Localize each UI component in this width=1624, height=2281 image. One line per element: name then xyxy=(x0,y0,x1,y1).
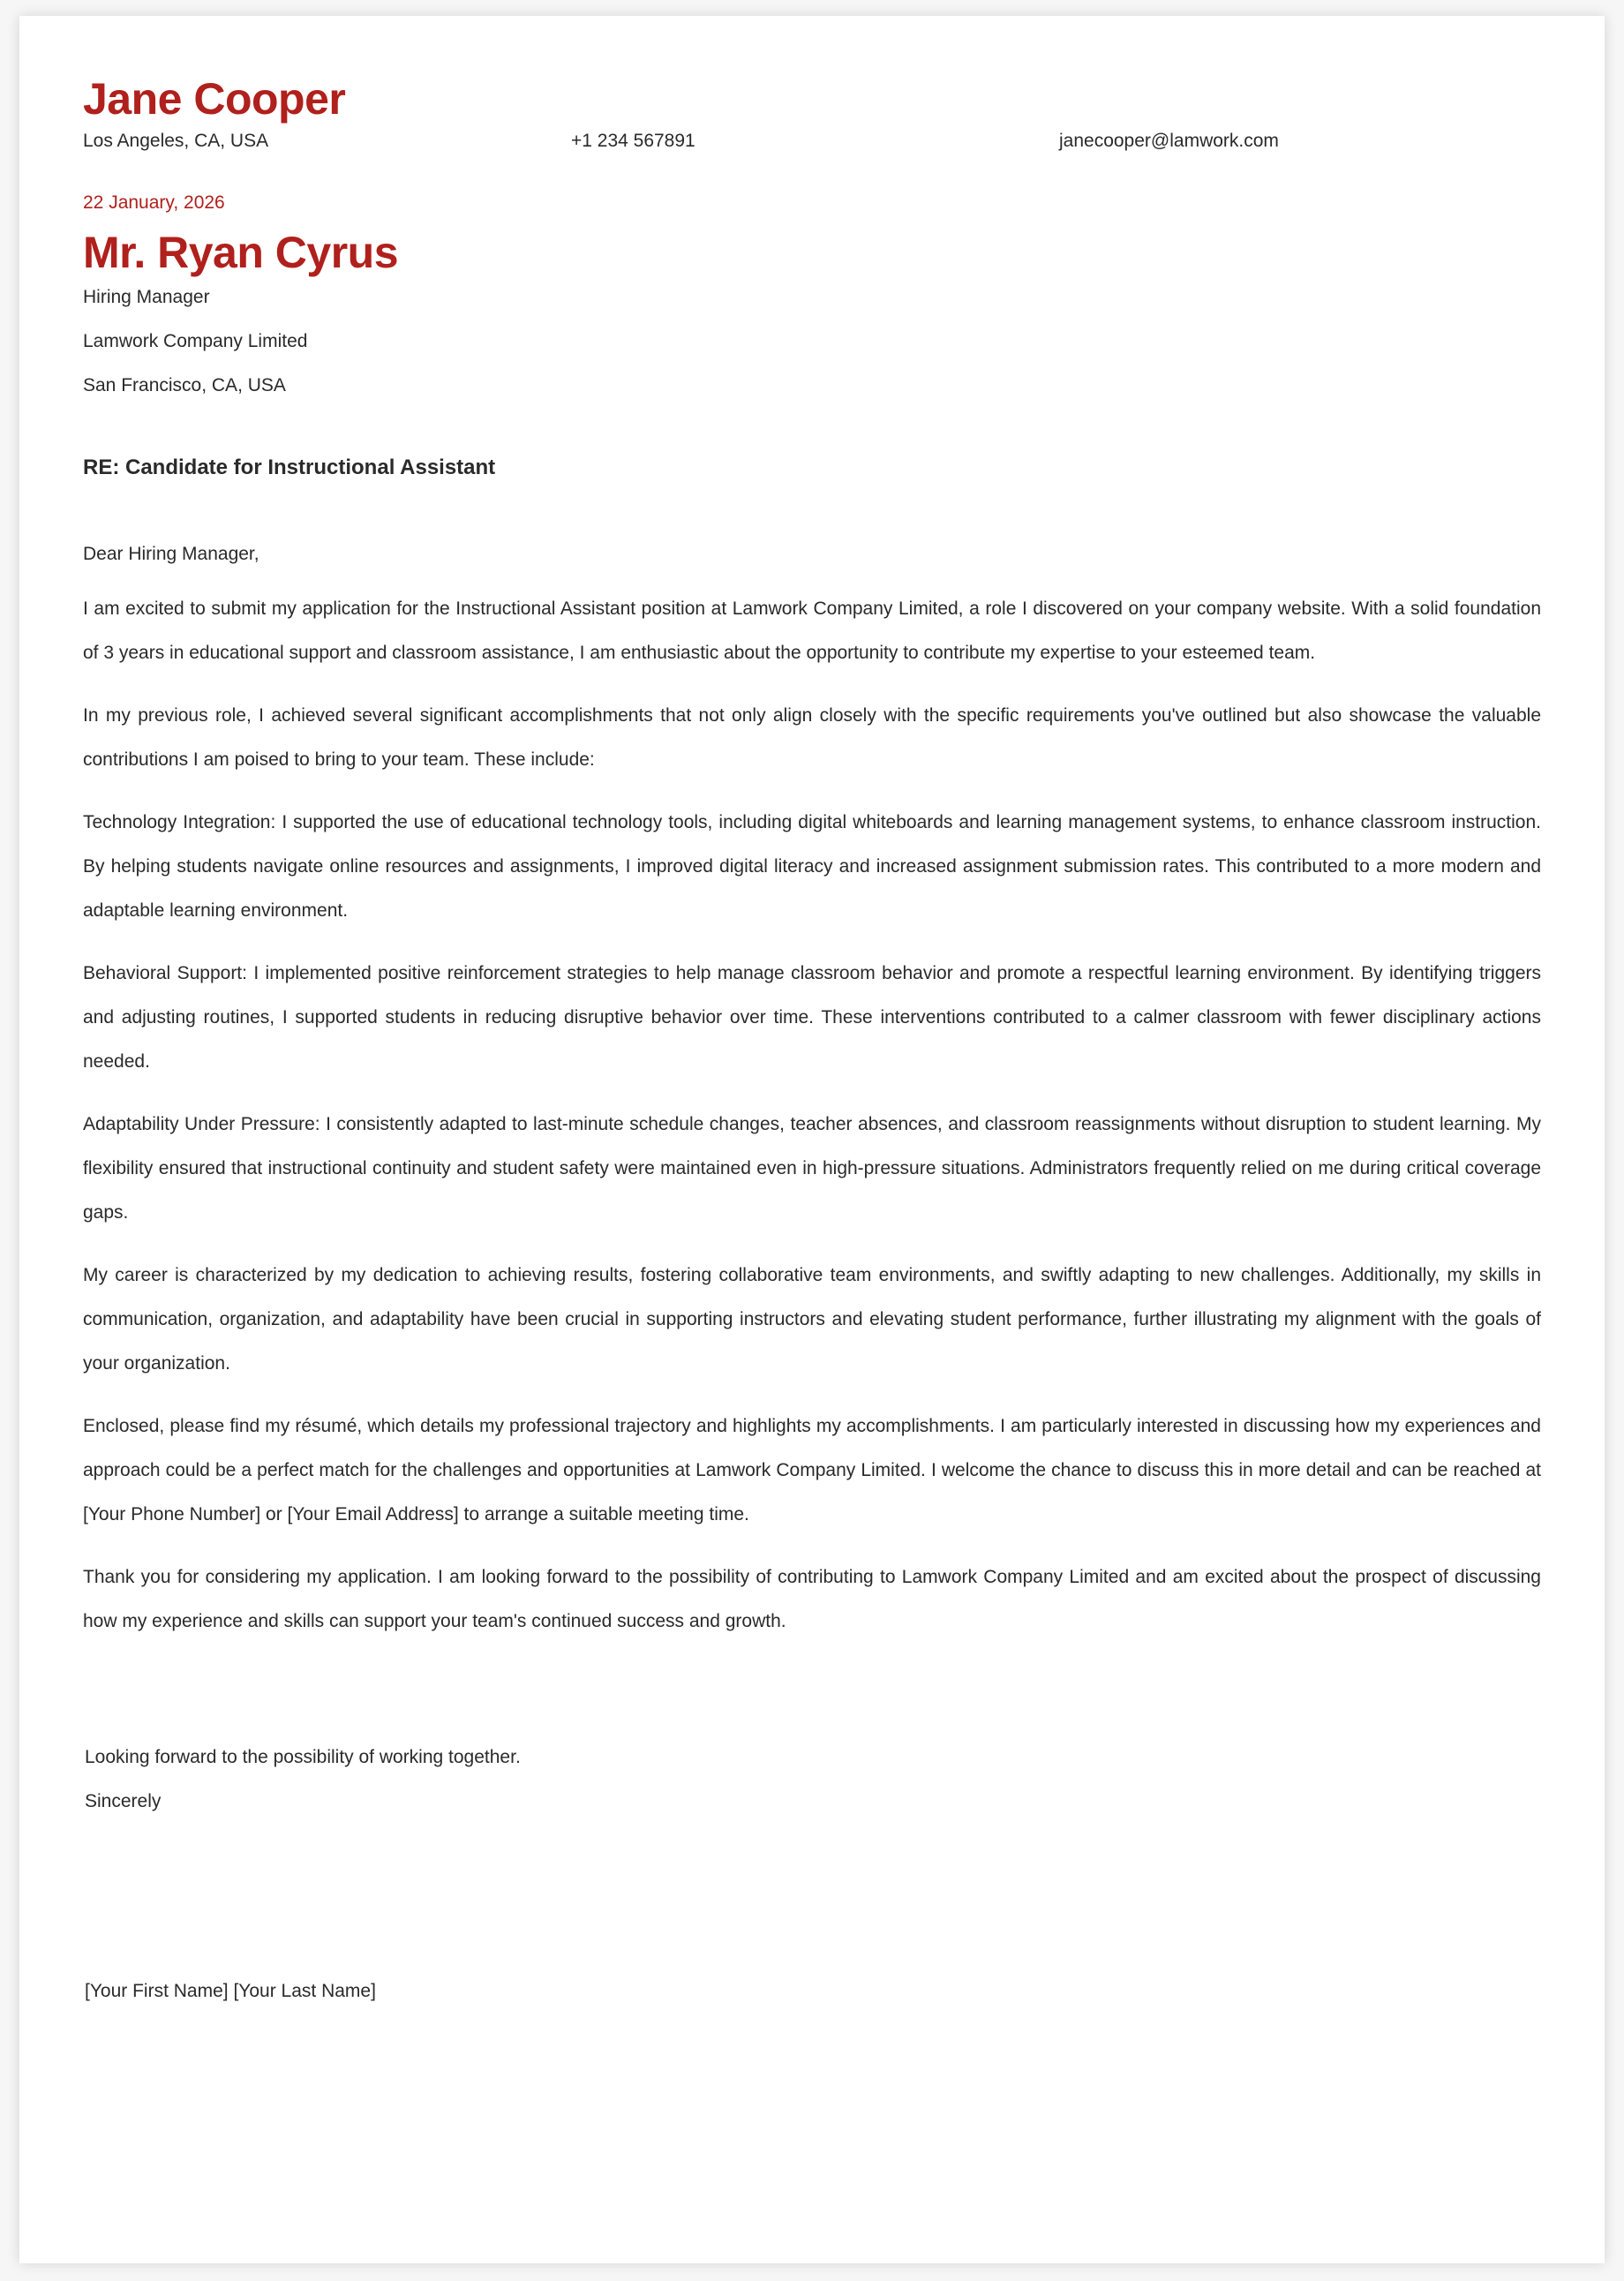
recipient-location: San Francisco, CA, USA xyxy=(83,375,286,395)
body-paragraph: I am excited to submit my application for the Instructional Assistant position at Lamwork Company Limited, a role I discovered on your company website. With a solid foundation of 3 years in educational support and classroom assistance, I am enthusiastic about the opportunity to contribute my expertise to your esteemed team. xyxy=(83,598,1541,663)
body-paragraph: Adaptability Under Pressure: I consistently adapted to last-minute schedule changes, teacher absences, and classroom reassignments without disruption to student learning. My flexibility ensured that instructional continuity and student safety were maintained even in high-pressure situations. Administrators frequently relied on me during critical coverage gaps. xyxy=(83,1114,1541,1223)
salutation: Dear Hiring Manager, xyxy=(83,544,259,564)
sender-location: Los Angeles, CA, USA xyxy=(83,131,269,151)
closing-line: Looking forward to the possibility of working together. xyxy=(85,1747,521,1767)
subject-line: RE: Candidate for Instructional Assistant xyxy=(83,455,496,479)
sender-contact-row xyxy=(83,127,1541,155)
body-paragraph: My career is characterized by my dedication to achieving results, fostering collaborative team environments, and swiftly adapting to new challenges. Additionally, my skills in communication, organization, and adaptability have been crucial in supporting instructors and elevating student performance, further illustrating my alignment with the goals of your organization. xyxy=(83,1265,1541,1374)
recipient-title: Hiring Manager xyxy=(83,287,210,307)
closing-block xyxy=(85,1735,1541,1824)
letter-page xyxy=(19,16,1605,2263)
body-paragraph: Thank you for considering my application. I am looking forward to the possibility of contributing to Lamwork Company Limited and am excited about the prospect of discussing how my experience and skills can support your team's continued success and growth. xyxy=(83,1567,1541,1631)
sender-phone: +1 234 567891 xyxy=(571,131,695,151)
closing-signoff: Sincerely xyxy=(85,1791,162,1811)
recipient-address xyxy=(83,275,1541,408)
sender-email: janecooper@lamwork.com xyxy=(1059,131,1279,151)
body-paragraph: Enclosed, please find my résumé, which details my professional trajectory and highlights my accomplishments. I am particularly interested in discussing how my experiences and approach could be a perfect match for the challenges and opportunities at Lamwork Company Limited. I welcome the chance to discuss this in more detail and can be reached at [Your Phone Number] or [Your Email Address] to arrange a suitable meeting time. xyxy=(83,1416,1541,1524)
sender-name: Jane Cooper xyxy=(83,74,346,124)
body-paragraph: Behavioral Support: I implemented positive reinforcement strategies to help manage classroom behavior and promote a respectful learning environment. By identifying triggers and adjusting routines, I supported students in reducing disruptive behavior over time. These interventions contributed to a calmer classroom with fewer disciplinary actions needed. xyxy=(83,963,1541,1072)
body-paragraph: Technology Integration: I supported the use of educational technology tools, including digital whiteboards and learning management systems, to enhance classroom instruction. By helping students navigate online resources and assignments, I improved digital literacy and increased assignment submission rates. This contributed to a more modern and adaptable learning environment. xyxy=(83,812,1541,921)
body-paragraph: In my previous role, I achieved several significant accomplishments that not only align closely with the specific requirements you've outlined but also showcase the valuable contributions I am poised to bring to your team. These include: xyxy=(83,705,1541,770)
recipient-company: Lamwork Company Limited xyxy=(83,331,308,351)
letter-date: 22 January, 2026 xyxy=(83,192,225,213)
signature-name: [Your First Name] [Your Last Name] xyxy=(85,1981,376,2001)
recipient-name: Mr. Ryan Cyrus xyxy=(83,228,399,277)
